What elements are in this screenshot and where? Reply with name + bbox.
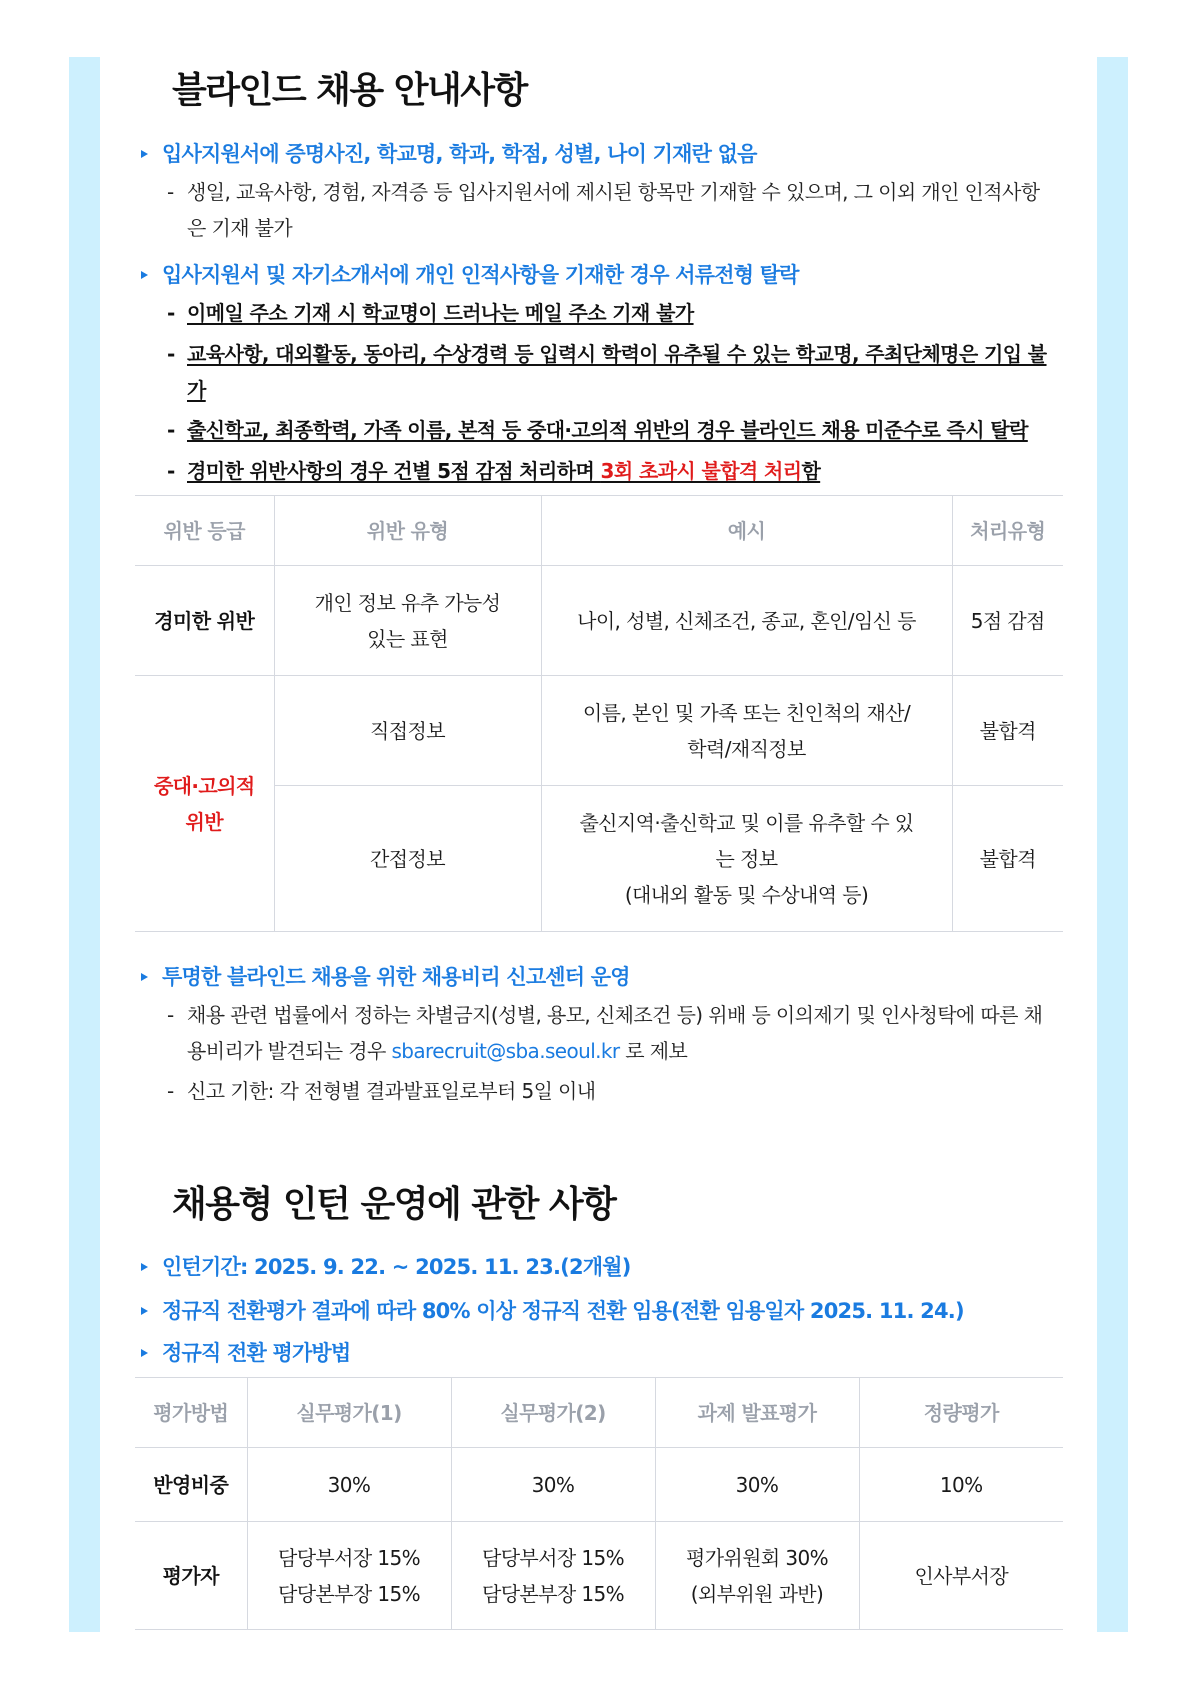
right-decorative-stripe [1097,57,1128,1632]
bullet-text: 입사지원서에 증명사진, 학교명, 학과, 학점, 성별, 나이 기재란 없음 [162,142,757,166]
bullet-personal-info-rejection [141,259,799,289]
sub-item-text: 교육사항, 대외활동, 동아리, 수상경력 등 입력시 학력이 유추될 수 있는 학교명, 주최단체명은 기입 불가 [187,342,1047,402]
table-cell: 담당부서장 15% 담당본부장 15% [451,1522,655,1630]
triangle-bullet-icon [141,1263,148,1271]
bullet-intern-period [141,1251,631,1281]
sub-item-text: 채용 관련 법률에서 정하는 차별금지(성별, 용모, 신체조건 등) 위배 등 이의제기 및 인사청탁에 따른 채용비리가 발견되는 경우 sbarecruit@sba.seoul.kr 로 제보 [187,1003,1043,1063]
sub-item: - 교육사항, 대외활동, 동아리, 수상경력 등 입력시 학력이 유추될 수 있는 학교명, 주최단체명은 기입 불가 [167,336,1047,408]
bullet-text: 정규직 전환평가 결과에 따라 80% 이상 정규직 전환 임용(전환 임용일자 2025. 11. 24.) [162,1299,964,1323]
table-cell: 개인 정보 유추 가능성 있는 표현 [274,566,541,676]
table-header: 실무평가(1) [247,1378,451,1448]
table-header-row [135,1378,1063,1448]
triangle-bullet-icon [141,1349,148,1357]
table-cell: 30% [247,1448,451,1522]
triangle-bullet-icon [141,150,148,158]
sub-item-text: 생일, 교육사항, 경험, 자격증 등 입사지원서에 제시된 항목만 기재할 수 있으며, 그 이외 개인 인적사항은 기재 불가 [187,180,1040,240]
table-header: 위반 유형 [274,496,541,566]
table-cell: 30% [655,1448,859,1522]
evaluation-table [135,1377,1063,1630]
bullet-text: 정규직 전환 평가방법 [162,1341,351,1365]
table-row [135,676,1063,786]
table-cell: 이름, 본인 및 가족 또는 친인척의 재산/ 학력/재직정보 [541,676,952,786]
sub-item-text: 경미한 위반사항의 경우 건별 5점 감점 처리하며 3회 초과시 불합격 처리함 [187,459,821,483]
penalty-warning-text: 3회 초과시 불합격 처리 [600,459,802,483]
table-header: 평가방법 [135,1378,247,1448]
table-cell: 직접정보 [274,676,541,786]
sub-item: - 출신학교, 최종학력, 가족 이름, 본적 등 중대·고의적 위반의 경우 블라인드 채용 미준수로 즉시 탈락 [167,412,1047,448]
table-cell: 불합격 [952,786,1063,932]
triangle-bullet-icon [141,271,148,279]
table-row [135,1522,1063,1630]
table-header: 위반 등급 [135,496,274,566]
bullet-report-center [141,961,630,991]
report-email-link[interactable]: sbarecruit@sba.seoul.kr [391,1039,620,1063]
table-header: 정량평가 [859,1378,1063,1448]
sub-item-text: 출신학교, 최종학력, 가족 이름, 본적 등 중대·고의적 위반의 경우 블라인드 채용 미준수로 즉시 탈락 [187,418,1028,442]
left-decorative-stripe [69,57,100,1632]
sub-item-text: 이메일 주소 기재 시 학교명이 드러나는 메일 주소 기재 불가 [187,301,694,325]
table-cell [541,786,952,932]
bullet-conversion [141,1295,964,1325]
sub-item: - 신고 기한: 각 전형별 결과발표일로부터 5일 이내 [167,1073,1047,1109]
sub-item: - 생일, 교육사항, 경험, 자격증 등 입사지원서에 제시된 항목만 기재할 수 있으며, 그 이외 개인 인적사항은 기재 불가 [167,174,1047,246]
bullet-no-photo-fields [141,138,757,168]
section1-title: 블라인드 채용 안내사항 [172,70,527,111]
table-cell: 불합격 [952,676,1063,786]
table-cell: 인사부서장 [859,1522,1063,1630]
violation-table [135,495,1063,932]
table-row [135,1448,1063,1522]
table-header: 실무평가(2) [451,1378,655,1448]
table-row [135,786,1063,932]
table-cell: 평가위원회 30% (외부위원 과반) [655,1522,859,1630]
grade-minor: 경미한 위반 [135,566,274,676]
section2-title: 채용형 인턴 운영에 관한 사항 [172,1184,616,1225]
table-cell: 나이, 성별, 신체조건, 종교, 혼인/임신 등 [541,566,952,676]
table-cell: 10% [859,1448,1063,1522]
row-label-weight: 반영비중 [135,1448,247,1522]
sub-item-text: 신고 기한: 각 전형별 결과발표일로부터 5일 이내 [187,1079,596,1103]
triangle-bullet-icon [141,973,148,981]
sub-item: - 채용 관련 법률에서 정하는 차별금지(성별, 용모, 신체조건 등) 위배 등 이의제기 및 인사청탁에 따른 채용비리가 발견되는 경우 sbarecruit@sba.seoul.kr 로 제보 [167,997,1047,1069]
table-header-row [135,496,1063,566]
bullet-text: 인턴기간: 2025. 9. 22. ~ 2025. 11. 23.(2개월) [162,1255,631,1279]
table-cell: 5점 감점 [952,566,1063,676]
example-text: 출신지역·출신학교 및 이를 유추할 수 있는 정보 [579,810,914,871]
table-header: 처리유형 [952,496,1063,566]
table-cell: 간접정보 [274,786,541,932]
bullet-text: 투명한 블라인드 채용을 위한 채용비리 신고센터 운영 [162,965,630,989]
bullet-text: 입사지원서 및 자기소개서에 개인 인적사항을 기재한 경우 서류전형 탈락 [162,263,799,287]
table-cell: 30% [451,1448,655,1522]
table-header: 예시 [541,496,952,566]
sub-item: - 경미한 위반사항의 경우 건별 5점 감점 처리하며 3회 초과시 불합격 처리함 [167,453,1047,489]
sub-item: - 이메일 주소 기재 시 학교명이 드러나는 메일 주소 기재 불가 [167,295,1047,331]
triangle-bullet-icon [141,1307,148,1315]
table-cell: 담당부서장 15% 담당본부장 15% [247,1522,451,1630]
table-row [135,566,1063,676]
bullet-evaluation-method [141,1337,350,1367]
example-note: (대내외 활동 및 수상내역 등) [624,882,869,907]
row-label-evaluator: 평가자 [135,1522,247,1630]
table-header: 과제 발표평가 [655,1378,859,1448]
grade-severe: 중대·고의적 위반 [135,676,274,932]
